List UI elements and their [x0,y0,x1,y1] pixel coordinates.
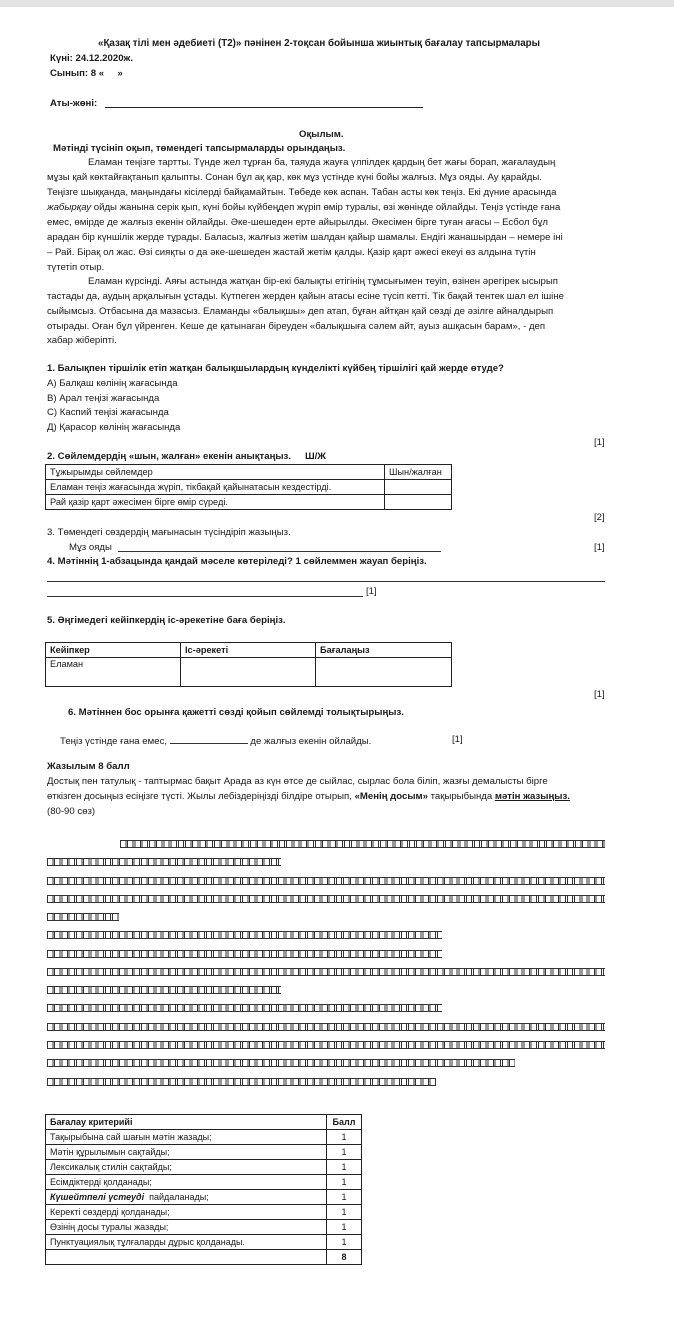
q1-option-a[interactable]: А) Балқаш көлінің жағасында [47,378,178,389]
paragraph2-line: отырады. Оған бұл үйренген. Кеше де қатынаған біреуден «балықшыға сәлем айт, ауыз ашқасын барам», - деп [47,321,546,332]
paragraph2-line: сыйымсыз. Отбасына да мазасыз. Еламанды «балықшы» деп атап, бұған айтқан қай сөзді де әзілге айналдырып [47,306,554,317]
paragraph1-line: – Рай. Бірақ ол жас. Өзі сияқты о да әке-шешеден жастай жетім қалды. Қазір қарт әжесі екеуі өз алдына түтін [47,247,536,258]
unrendered-text-line [47,986,281,994]
italic-word: жабырқау [47,202,92,213]
table-header-row [46,1115,362,1130]
answer-cell[interactable] [385,480,452,495]
reading-section-title: Оқылым. [299,129,344,140]
q3-mark: [1] [594,542,605,553]
score-cell: 1 [327,1220,362,1235]
answer-cell[interactable] [385,495,452,510]
table-row [46,480,452,495]
table-header: Кейіпкер [46,643,181,658]
q3-question: 3. Төмендегі сөздердің мағынасын түсіндіріп жазыңыз. [47,527,291,538]
q6-sentence: Теңіз үстінде ғана емес, де жалғыз екенін ойлайды. [60,736,372,747]
criterion-cell: Мәтін құрылымын сақтайды; [46,1145,327,1160]
q2-table [45,464,452,510]
q2-mark: [2] [594,512,605,523]
reading-instruction: Мәтінді түсініп оқып, төмендегі тапсырмаларды орындаңыз. [53,143,346,154]
table-row [46,1130,362,1145]
paragraph1-line: жабырқау ойды жанына серік қып, күні бойы күйбеңдеп жүріп өмір туралы, өзі жөнінде ойлайды. Теңіз үстінде ғана [47,202,561,213]
criterion-cell: Өзінің досы туралы жазады; [46,1220,327,1235]
score-cell: 1 [327,1160,362,1175]
date-line: Күні: 24.12.2020ж. [50,53,133,64]
table-header: Бағалау критерийі [46,1115,327,1130]
q4-answer-line[interactable] [47,596,363,597]
evaluation-cell[interactable] [316,658,452,687]
total-score: 8 [327,1250,362,1265]
table-row [46,1175,362,1190]
criterion-cell: Керекті сөздерді қолданады; [46,1205,327,1220]
q4-mark: [1] [366,586,377,597]
q2-question: 2. Сөйлемдердің «шын, жалған» екенін анықтаңыз. Ш/Ж [47,451,326,462]
total-label-cell [46,1250,327,1265]
paragraph1-line: арадан бір күншілік жерде тұрады. Баласыз, жалғыз жетім шалдан қайыр шамалы. Ендігі жанашырдан – немере іні [47,232,563,243]
criterion-cell: Есімдіктерді қолданады; [46,1175,327,1190]
name-label: Аты-жөні: [50,98,98,109]
score-cell: 1 [327,1190,362,1205]
writing-text-line: Достық пен татулық - таптырмас бақыт Арада аз күн өтсе де сыйлас, сырлас бола біліп, жазғы демалысты бірге [47,776,548,787]
table-header: Балл [327,1115,362,1130]
unrendered-text-line [47,858,281,866]
table-row [46,1190,362,1205]
paragraph2-line: хабар жіберіпті. [47,335,117,346]
table-row [46,495,452,510]
table-row [46,1235,362,1250]
writing-task: мәтін жазыңыз. [494,791,570,802]
unrendered-text-line [47,877,605,885]
paragraph1-line: Теңізге шыққанда, маңындағы кісілерді байқамайтын. Төбеде көк аспан. Табан асты көк теңіз. Екі дүние арасында [47,187,557,198]
table-header: Іс-әрекеті [181,643,316,658]
table-header: Шын/жалған [385,465,452,480]
unrendered-text-line [47,950,442,958]
q1-question: 1. Балықпен тіршілік етіп жатқан балықшылардың күнделікті күйбең тіршілігі қай жерде өтуде? [47,363,504,374]
unrendered-text-line [47,1041,605,1049]
table-row [46,1145,362,1160]
score-cell: 1 [327,1130,362,1145]
paragraph1-line: түтетіп отыр. [47,262,105,273]
q1-option-c[interactable]: С) Каспий теңізі жағасында [47,407,169,418]
action-cell[interactable] [181,658,316,687]
paragraph2-line: Еламан күрсінді. Аяғы астында жатқан бір-екі балықты етігінің тұмсығымен теуіп, өзінен әрегірек ысырып [88,276,558,287]
q4-question: 4. Мәтіннің 1-абзацында қандай мәселе көтеріледі? 1 сөйлеммен жауап беріңіз. [47,556,427,567]
unrendered-text-line [47,1078,436,1086]
q3-word: Мұз ояды [69,542,112,553]
writing-topic: «Менің досым» [354,791,428,802]
q1-option-b[interactable]: В) Арал теңізі жағасында [47,393,160,404]
unrendered-text-line [47,1023,605,1031]
score-cell: 1 [327,1235,362,1250]
paragraph2-line: тастады да, аудың арқалығын ұстады. Күтпеген жерден қайын атасы есіне түсіп кетті. Тік бақай тентек шал ел ішіне [47,291,564,302]
q6-mark: [1] [452,734,463,745]
q1-option-d[interactable]: Д) Қарасор көлінің жағасында [47,422,181,433]
q2-tag: Ш/Ж [305,451,326,462]
class-line: Сынып: 8 « » [50,68,123,79]
unrendered-text-line [47,968,605,976]
paragraph1-line: мұзы қай көктайғақтанып қалыпты. Сонан бұл ақ қар, көк мұз үстінде күні бойы жалғыз. Мұз ояды. Ау қарайды. [47,172,542,183]
table-total-row [46,1250,362,1265]
unrendered-text-line [47,895,605,903]
unrendered-text-line [47,931,442,939]
character-cell: Еламан [46,658,181,687]
writing-title: Жазылым 8 балл [47,761,130,772]
top-bar [0,0,674,7]
statement-cell: Еламан теңіз жағасында жүріп, тікбақай қайынатасын кездестірді. [46,480,385,495]
unrendered-text-line [47,1004,442,1012]
table-row [46,658,452,687]
q5-question: 5. Әңгімедегі кейіпкердің іс-әрекетіне баға беріңіз. [47,615,286,626]
paragraph1-line: емес, өмірде де жалғыз екенін ойлайды. Әке-шешеден ерте айырылды. Әкесімен бірге туған ағасы – Есбол бұл [47,217,548,228]
document-title: «Қазақ тілі мен әдебиеті (Т2)» пәнінен 2-тоқсан бойынша жиынтық бағалау тапсырмалары [98,38,541,49]
q6-blank[interactable] [170,734,248,744]
score-cell: 1 [327,1145,362,1160]
table-row [46,1160,362,1175]
statement-cell: Рай қазір қарт әжесімен бірге өмір сүреді. [46,495,385,510]
criterion-cell: Тақырыбына сай шағын мәтін жазады; [46,1130,327,1145]
unrendered-text-line [47,1059,515,1067]
table-row [46,1205,362,1220]
q5-table [45,642,452,687]
paragraph1-line: Еламан теңізге тартты. Түнде жел тұрған ба, таяуда жауға үлпілдек қардың бет жағы борап, жағалаудың [88,157,556,168]
writing-word-count: (80-90 сөз) [47,806,96,817]
table-header-row [46,643,452,658]
criteria-table [45,1114,362,1265]
q4-answer-line[interactable] [47,581,605,582]
table-header-row [46,465,452,480]
q5-mark: [1] [594,689,605,700]
writing-text-line: өткізген досыңыз есіңізге түсті. Жылы лебіздеріңізді білдіре отырып, «Менің досым» тақырыбында мәтін жазыңыз. [47,791,570,802]
criterion-cell: Лексикалық стилін сақтайды; [46,1160,327,1175]
unrendered-text-line [120,840,605,848]
unrendered-text-line [47,913,119,921]
criterion-cell: Күшейтпелі үстеуді пайдаланады; [46,1190,327,1205]
q3-answer-line[interactable] [118,551,441,552]
score-cell: 1 [327,1175,362,1190]
criterion-cell: Пунктуациялық тұлғаларды дұрыс қолданады. [46,1235,327,1250]
table-header: Бағалаңыз [316,643,452,658]
table-row [46,1220,362,1235]
q1-mark: [1] [594,437,605,448]
name-field[interactable] [105,107,423,108]
q6-question: 6. Мәтіннен бос орынға қажетті сөзді қойып сөйлемді толықтырыңыз. [68,707,404,718]
table-header: Тұжырымды сөйлемдер [46,465,385,480]
score-cell: 1 [327,1205,362,1220]
